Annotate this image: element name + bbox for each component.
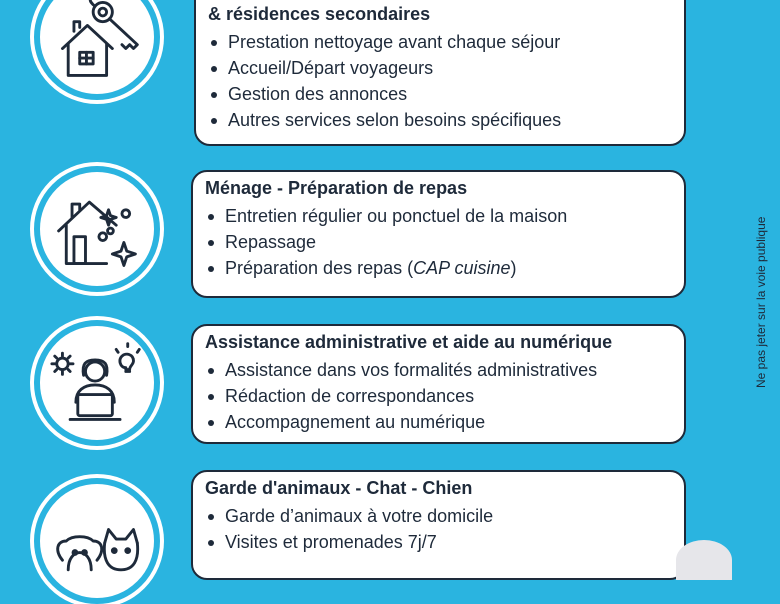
item-text-end: ) (510, 258, 517, 278)
list-item: Prestation nettoyage avant chaque séjour (208, 29, 672, 55)
card-title: Ménage - Préparation de repas (205, 178, 468, 198)
list-item: Assistance dans vos formalités administratives (205, 357, 672, 383)
list-item: Rédaction de correspondances (205, 383, 672, 409)
item-text: Préparation des repas ( (225, 258, 414, 278)
list-item: Accompagnement au numérique (205, 409, 672, 435)
list-item (205, 255, 672, 281)
person-laptop-icon (49, 335, 145, 431)
list-item: Repassage (205, 229, 672, 255)
service-list (208, 29, 672, 133)
decorative-blob (676, 540, 732, 580)
list-item: Entretien régulier ou ponctuel de la maison (205, 203, 672, 229)
service-list (205, 203, 672, 281)
icon-circle-animaux (34, 478, 160, 604)
icon-circle-residences (34, 0, 160, 100)
item-emphasis: CAP cuisine (413, 258, 511, 278)
list-item: Visites et promenades 7j/7 (205, 529, 672, 555)
house-key-icon (49, 0, 145, 85)
side-disclaimer: Ne pas jeter sur la voie publique (754, 216, 768, 388)
card-title: & résidences secondaires (208, 4, 431, 24)
service-list (205, 503, 672, 555)
list-item: Accueil/Départ voyageurs (208, 55, 672, 81)
card-residences (194, 0, 686, 146)
list-item: Autres services selon besoins spécifiques (208, 107, 672, 133)
card-title: Assistance administrative et aide au numérique (205, 332, 613, 352)
list-item: Gestion des annonces (208, 81, 672, 107)
card-animaux (191, 470, 686, 580)
icon-circle-assistance (34, 320, 160, 446)
card-title: Garde d'animaux - Chat - Chien (205, 478, 473, 498)
card-menage (191, 170, 686, 298)
card-assistance (191, 324, 686, 444)
service-list (205, 357, 672, 435)
clean-house-sparkles-icon (49, 181, 145, 277)
icon-circle-menage (34, 166, 160, 292)
list-item: Garde d’animaux à votre domicile (205, 503, 672, 529)
dog-cat-icon (49, 493, 145, 589)
